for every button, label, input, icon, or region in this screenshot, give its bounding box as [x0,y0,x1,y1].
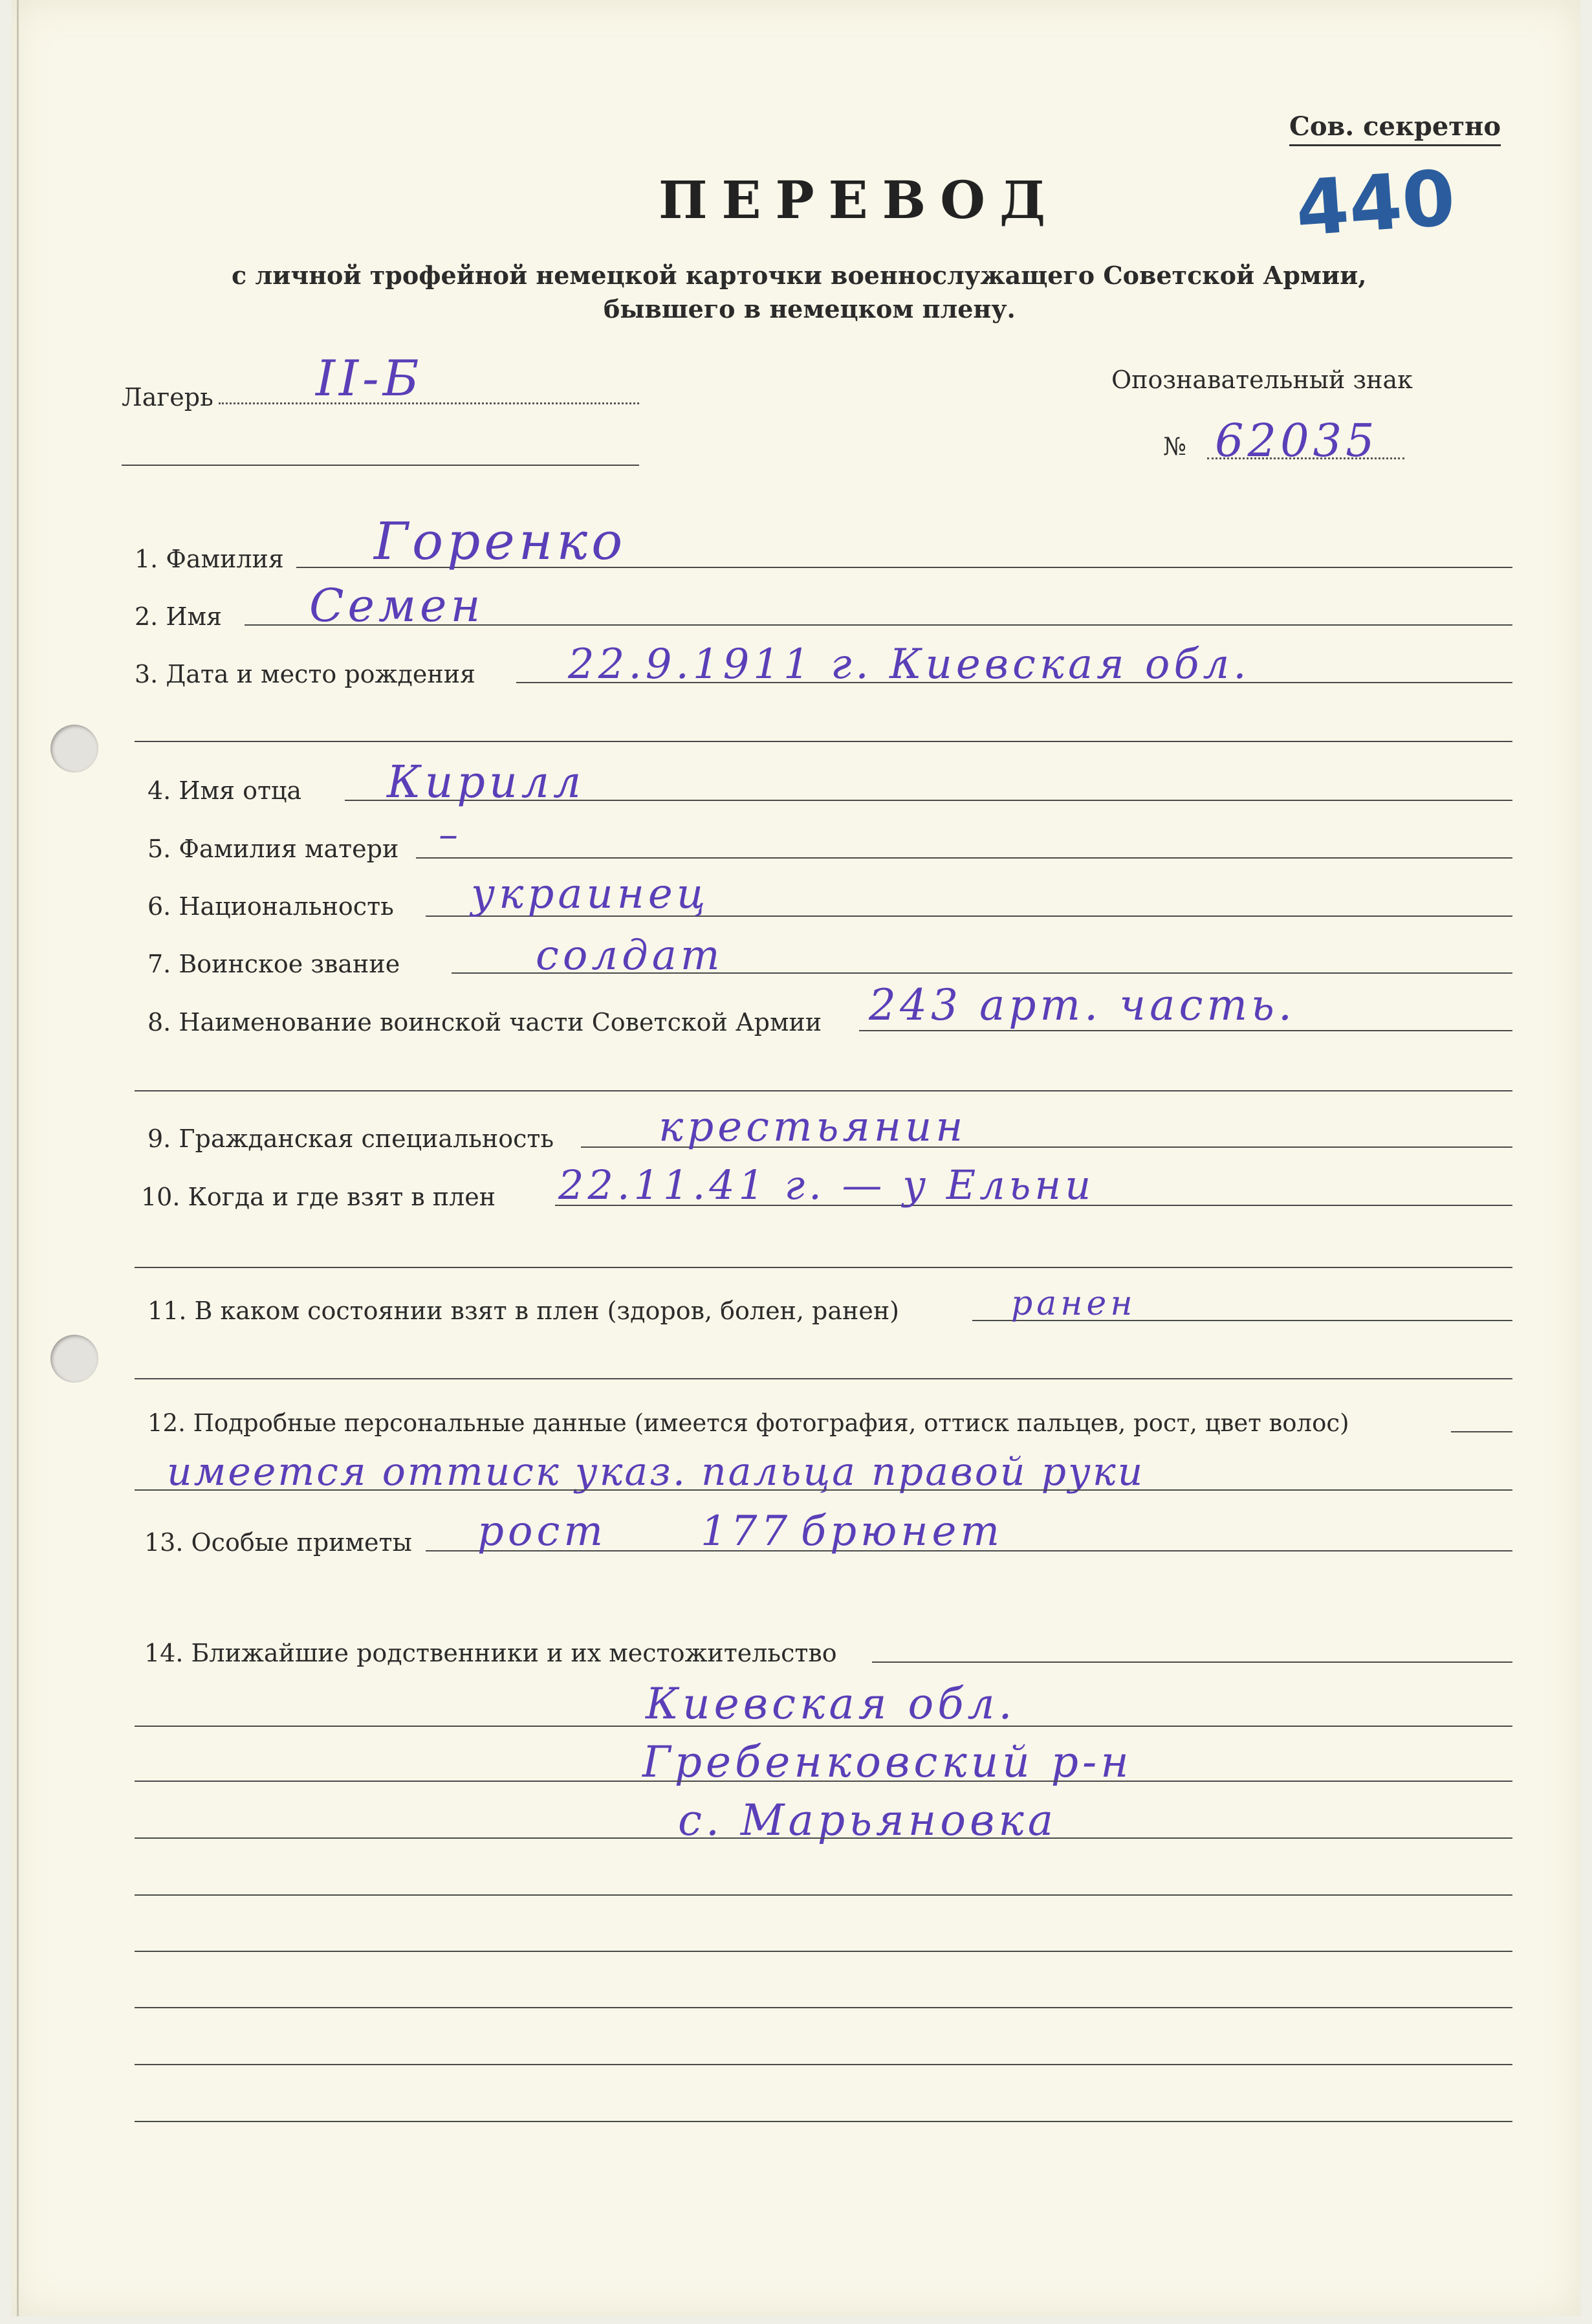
field-4-label: 4. Имя отца [147,776,302,805]
field-14-label: 14. Ближайшие родственники и их местожительство [144,1639,837,1667]
field-14-address-line-3: с. Марьяновка [678,1795,1058,1845]
field-12-line [1451,1431,1512,1432]
field-14-rule-6 [135,2007,1512,2008]
field-1-label: 1. Фамилия [135,545,284,573]
field-6-label: 6. Национальность [147,892,394,921]
field-10-label: 10. Когда и где взят в плен [141,1183,496,1211]
field-12-value: имеется оттиск указ. пальца правой руки [167,1449,1145,1495]
field-14-rule-1 [135,1726,1512,1727]
margin-line [17,0,19,2316]
camp-line [219,402,639,404]
document-subtitle-line-1: с личной трофейной немецкой карточки военнослужащего Советской Армии, [232,261,1367,290]
field-8-label: 8. Наименование воинской части Советской Армии [147,1008,822,1036]
id-tag-label: Опознавательный знак [1111,366,1413,394]
field-14-rule-3 [135,1837,1512,1839]
field-12-label: 12. Подробные персональные данные (имеется фотография, оттиск пальцев, рост, цвет волос) [147,1409,1349,1437]
field-13-value-height: рост [477,1507,607,1555]
field-13-value-hair: брюнет [801,1507,1004,1555]
camp-second-line [122,465,639,466]
field-7-label: 7. Воинское звание [147,950,400,978]
id-tag-number-prefix: № [1163,432,1186,461]
field-7-value: солдат [536,932,724,980]
field-14-address-line-2: Гребенковский р-н [642,1737,1133,1787]
field-14-address-line-1: Киевская обл. [646,1679,1016,1729]
registration-stamp-number: 440 [1292,153,1458,254]
field-5-label: 5. Фамилия матери [147,835,399,863]
field-8-value: 243 арт. часть. [869,980,1296,1030]
field-6-value: украинец [471,870,710,918]
field-1-value: Горенко [374,511,627,571]
field-14-rule-5 [135,1951,1512,1952]
punch-hole-top [50,725,98,773]
field-12-extra-line [135,1489,1512,1491]
field-10-value: 22.11.41 г. — у Ельни [558,1161,1095,1209]
document-title: ПЕРЕВОД [659,170,1060,230]
camp-label: Лагерь [122,383,213,411]
punch-hole-bottom [50,1335,98,1383]
field-14-rule-4 [135,1894,1512,1896]
field-14-rule-7 [135,2064,1512,2065]
field-8-extra-line [135,1090,1512,1091]
document-sheet [12,0,1580,2316]
field-13-label: 13. Особые приметы [144,1528,412,1557]
classification-mark: Сов. секретно [1289,111,1501,146]
field-11-label: 11. В каком состоянии взят в плен (здоров, болен, ранен) [147,1297,899,1325]
field-9-value: крестьянин [659,1103,967,1151]
camp-value: II-Б [316,349,423,407]
field-2-label: 2. Имя [135,602,223,631]
id-tag-number: 62035 [1215,414,1379,467]
field-8-line [859,1030,1512,1031]
field-13-value-number: 177 [701,1507,792,1555]
field-14-line [872,1661,1512,1663]
field-10-extra-line [135,1267,1512,1268]
field-11-extra-line [135,1378,1512,1379]
document-subtitle-line-2: бывшего в немецком плену. [604,294,1016,323]
field-5-value: – [439,812,462,857]
field-4-value: Кирилл [387,757,585,808]
field-3-label: 3. Дата и место рождения [135,660,476,688]
field-9-label: 9. Гражданская специальность [147,1124,554,1153]
field-2-value: Семен [309,579,485,632]
field-5-line [416,857,1512,859]
field-11-value: ранен [1011,1284,1137,1323]
field-14-rule-8 [135,2121,1512,2122]
field-3-value: 22.9.1911 г. Киевская обл. [568,641,1250,688]
field-3-extra-line [135,741,1512,742]
field-14-rule-2 [135,1781,1512,1782]
